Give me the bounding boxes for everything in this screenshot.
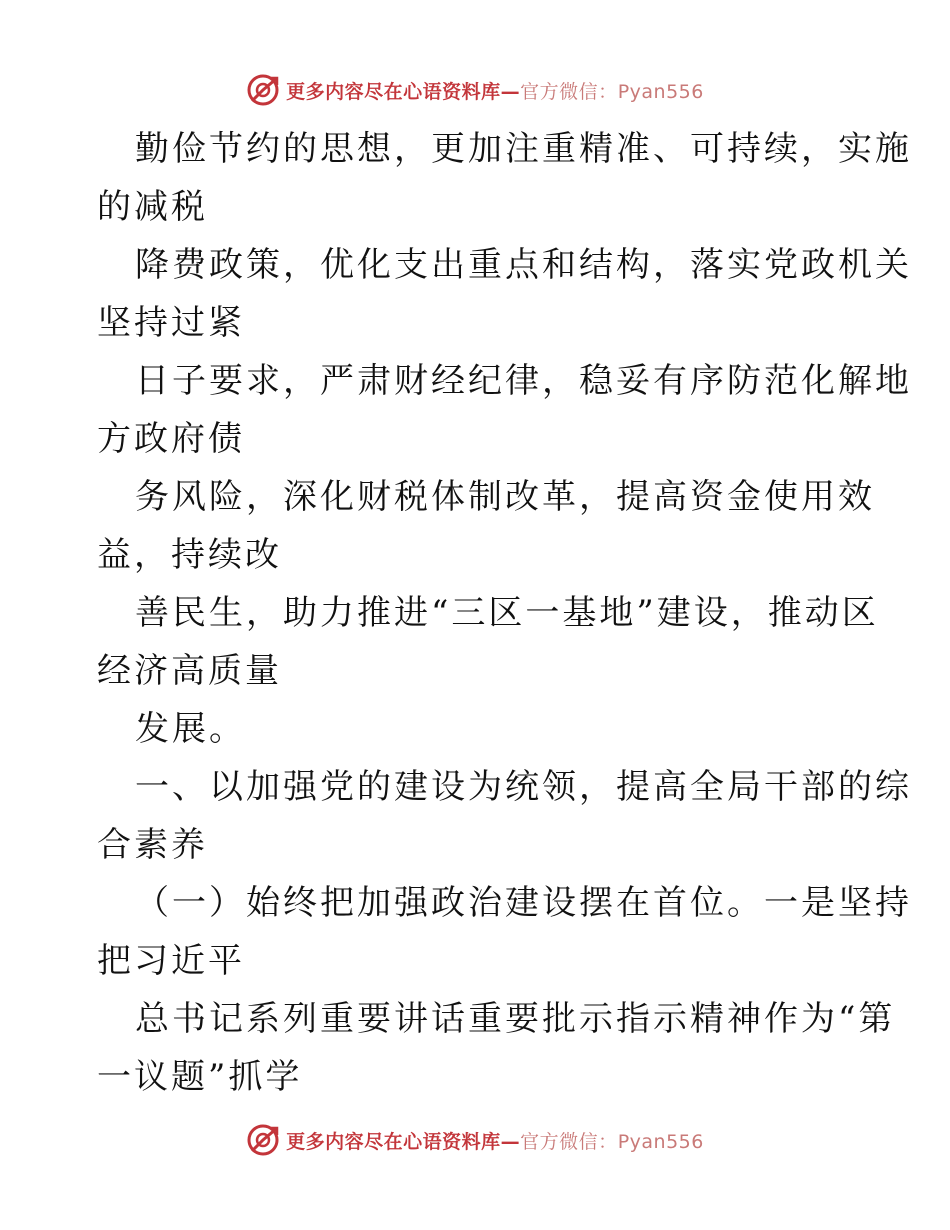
brand-logo-icon [246,1123,280,1157]
text-line: 合素养 [97,825,208,865]
text-line: 的减税 [97,187,208,227]
text-line: （一）始终把加强政治建设摆在首位。一是坚持 [135,883,912,923]
text-line: 益，持续改 [97,535,282,575]
text-line: 发展。 [135,709,246,749]
text-line: 善民生，助力推进“三区一基地”建设，推动区 [135,593,879,633]
banner-wechat-id: Pyan556 [617,80,704,103]
banner-wechat-id: Pyan556 [617,1130,704,1153]
header-banner [0,70,950,110]
banner-main-text: 更多内容尽在心语资料库— [286,1130,521,1153]
text-line: 勤俭节约的思想，更加注重精准、可持续，实施 [135,129,912,169]
banner-main-text: 更多内容尽在心语资料库— [286,80,521,103]
text-line: 总书记系列重要讲话重要批示指示精神作为“第 [135,999,896,1039]
text-line: 务风险，深化财税体制改革，提高资金使用效 [135,477,875,517]
banner-text [286,1127,704,1154]
banner-wechat-label: 官方微信： [520,80,618,103]
text-line: 把习近平 [97,941,245,981]
text-line: 一议题”抓学 [97,1057,303,1097]
text-line: 降费政策，优化支出重点和结构，落实党政机关 [135,245,912,285]
text-line: 一、以加强党的建设为统领，提高全局干部的综 [135,767,912,807]
brand-logo-icon [246,73,280,107]
text-line: 方政府债 [97,419,245,459]
text-line: 坚持过紧 [97,303,245,343]
footer-banner [0,1120,950,1160]
text-line: 日子要求，严肃财经纪律，稳妥有序防范化解地 [135,361,912,401]
banner-wechat-label: 官方微信： [520,1130,618,1153]
text-line: 经济高质量 [97,651,282,691]
banner-text [286,77,704,104]
document-body [97,120,912,1106]
